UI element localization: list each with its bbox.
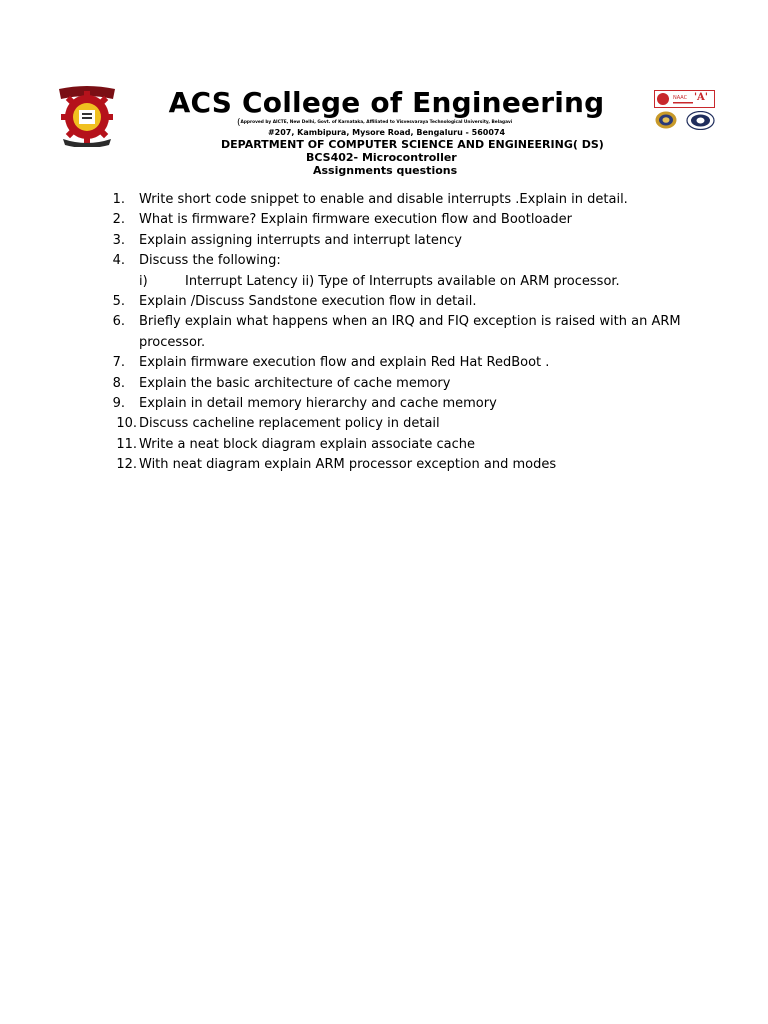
- sub-item: [112, 272, 712, 292]
- question-text-continued: processor.: [139, 334, 206, 350]
- naac-grade: 'A': [694, 92, 708, 103]
- assignment-subtitle: Assignments questions: [313, 164, 458, 177]
- question-number: 3.: [112, 232, 125, 248]
- question-text: Explain /Discuss Sandstone execution flow in detail.: [139, 294, 477, 310]
- question-number: 12.: [116, 457, 137, 473]
- question-number: 11.: [116, 436, 137, 452]
- sub-item-text: Interrupt Latency ii) Type of Interrupts available on ARM processor.: [185, 273, 620, 289]
- question-number: 4.: [112, 253, 125, 269]
- question-text: Write short code snippet to enable and disable interrupts .Explain in detail.: [139, 192, 628, 207]
- question-number: 10.: [116, 416, 137, 432]
- question-text: Discuss the following:: [139, 253, 281, 269]
- list-item: [112, 312, 712, 353]
- question-number: 2.: [112, 212, 125, 228]
- list-item: [112, 394, 712, 414]
- list-item: [112, 374, 712, 394]
- list-item: [112, 190, 712, 210]
- question-text: Discuss cacheline replacement policy in detail: [139, 416, 440, 432]
- list-item: [112, 231, 712, 251]
- list-item: [112, 251, 712, 271]
- list-item: [112, 414, 712, 434]
- question-text: With neat diagram explain ARM processor exception and modes: [139, 457, 557, 473]
- question-text: Write a neat block diagram explain associate cache: [139, 436, 475, 452]
- question-text: Explain the basic architecture of cache memory: [139, 375, 451, 391]
- question-number: 6.: [112, 314, 125, 330]
- list-item: [112, 292, 712, 312]
- approval-text: Approved by AICTE, New Delhi, Govt. of Karnataka, Affiliated to Visvesvaraya Technological University, Belagavi: [240, 120, 513, 125]
- department-title: DEPARTMENT OF COMPUTER SCIENCE AND ENGINEERING( DS): [221, 138, 604, 151]
- question-number: 1.: [112, 192, 125, 207]
- college-title: ACS College of Engineering: [168, 86, 605, 119]
- naac-text: NAAC: [673, 95, 688, 101]
- sub-item-roman: i): [139, 273, 148, 289]
- question-text: Explain firmware execution flow and explain Red Hat RedBoot .: [139, 355, 550, 371]
- question-text: Explain assigning interrupts and interrupt latency: [139, 232, 462, 248]
- question-number: 9.: [112, 396, 125, 412]
- approval-paren: (: [237, 118, 241, 128]
- question-number: 5.: [112, 294, 125, 310]
- question-text: Explain in detail memory hierarchy and cache memory: [139, 396, 497, 412]
- list-item: [112, 210, 712, 230]
- question-number: 8.: [112, 375, 125, 391]
- college-address: #207, Kambipura, Mysore Road, Bengaluru - 560074: [267, 128, 506, 137]
- question-text: Briefly explain what happens when an IRQ and FIQ exception is raised with an ARM: [139, 314, 681, 330]
- list-item: [112, 455, 712, 475]
- list-item: [112, 353, 712, 373]
- question-number: 7.: [112, 355, 125, 371]
- question-list: [112, 190, 712, 476]
- course-title: BCS402- Microcontroller: [306, 151, 457, 164]
- question-text: What is firmware? Explain firmware execution flow and Bootloader: [139, 212, 572, 228]
- approval-line: [237, 120, 537, 126]
- list-item: [112, 435, 712, 455]
